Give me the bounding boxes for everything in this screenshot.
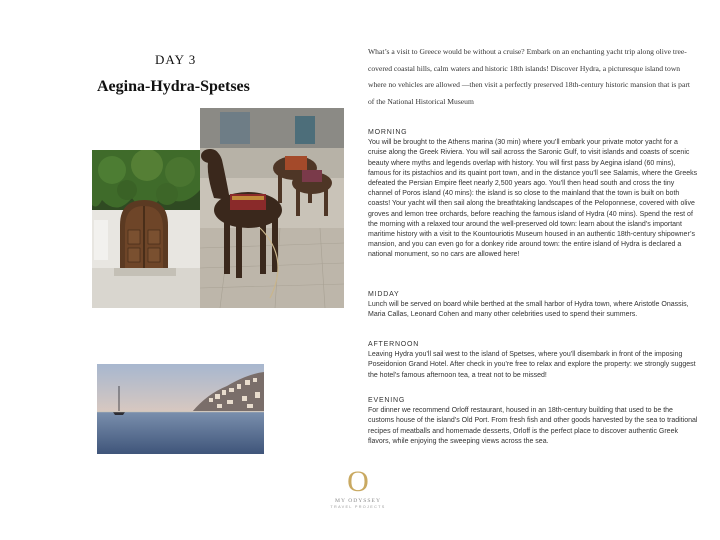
harbor-photo: [97, 364, 264, 454]
afternoon-section: [368, 340, 698, 381]
evening-heading: EVENING: [368, 397, 406, 404]
morning-section: [368, 128, 698, 261]
afternoon-body: Leaving Hydra you’ll sail west to the island of Spetses, where you’ll disembark in front of the imposing Poseidonion Grand Hotel. After check in you’re free to relax and explore the property: we strongly suggest the hotel’s famous afternoon tea, a treat not to be missed!: [368, 351, 696, 379]
logo-name: MY ODYSSEY: [334, 498, 381, 504]
midday-heading: MIDDAY: [368, 291, 400, 298]
day-title: Aegina-Hydra-Spetses: [97, 78, 250, 95]
donkeys-photo: [200, 108, 344, 308]
evening-body: For dinner we recommend Orloff restaurant, housed in an 18th-century building that used to be the customs house of the island’s Old Port. From fresh fish and other goods harvested by the sea to traditional recipes of meatballs and homemade desserts, Orloff is the perfect place to discover authentic Greek flavors, while enjoying the sweeping views across the sea.: [368, 407, 698, 445]
intro-paragraph: What’s a visit to Greece would be without a cruise? Embark on an enchanting yacht trip along olive tree-covered coastal hills, calm waters and historic 18th islands! Discover Hydra, a picturesque island town where no vehicles are allowed —then visit a perfectly preserved 18th-century historic mansion that is part of the National Historical Museum: [368, 47, 690, 106]
logo-tagline: TRAVEL PROJECTS: [330, 505, 386, 509]
logo-mark: O: [347, 465, 369, 498]
day-label: DAY 3: [155, 52, 197, 67]
morning-heading: MORNING: [368, 129, 408, 136]
morning-body: You will be brought to the Athens marina (30 min) where you’ll embark your private motor yacht for a cruise along the Greek Riviera. You will sail across the Saronic Gulf, to visit islands and coasts of scenic beauty where myths and legends overlap with history. You will first pass by Aegina island (60 mins), famous for its pistachios and its quaint port town, and in the distance you’ll see Salamis, where the Greeks defeated the Persian Empire fleet nearly 2,500 years ago. You’ll then head south and cross the tiny channel of Poros island (40 mins): the island is so close to the mainland that the town is built on both coasts! Your yacht will then sail along the breathtaking landscapes of the Peloponnese, covered with olive groves and lemon tree orchards, before reaching the famous island of Hydra (40 mins). Spend the rest of the morning with a relaxed tour around the well-preserved old town: learn about the island’s important maritime history with a visit to the Kountouriotis Museum housed in an authentic 18th-century shipowner’s mansion, and you can even go for a donkey ride around town: the entire island of Hydra is declared a national monument, so no cars are allowed here!: [368, 139, 698, 259]
door-photo: [92, 150, 200, 308]
midday-body: Lunch will be served on board while berthed at the small harbor of Hydra town, where Aristotle Onassis, Maria Callas, Leonard Cohen and many other celebrities used to spend their summers.: [368, 301, 689, 319]
brand-logo: [330, 465, 386, 509]
afternoon-heading: AFTERNOON: [368, 341, 420, 348]
midday-section: [368, 290, 698, 321]
evening-section: [368, 396, 698, 447]
